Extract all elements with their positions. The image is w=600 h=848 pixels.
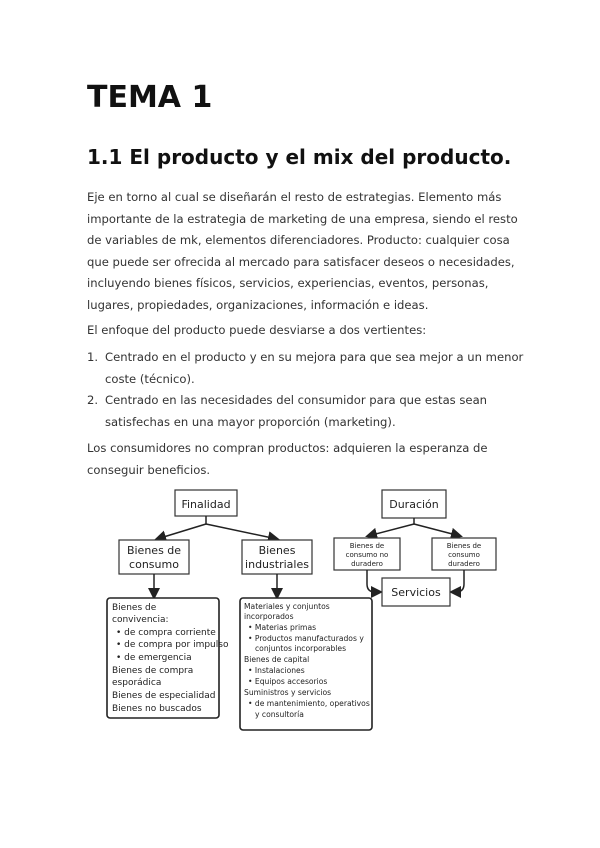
arrow-to-no-duradero	[368, 524, 414, 536]
industriales-line: conjuntos incorporables	[255, 644, 347, 653]
consumo-line: Bienes de especialidad	[112, 691, 216, 701]
bienes-industriales-line2: industriales	[245, 558, 309, 571]
duradero-line2: consumo	[448, 551, 480, 559]
no-duradero-line2: consumo no	[345, 551, 389, 559]
page-title: TEMA 1	[87, 80, 213, 115]
arrow-to-industriales	[206, 524, 277, 539]
list-item-number: 1.	[87, 350, 99, 364]
list-item-text: Centrado en las necesidades del consumidor para que estas sean satisfechas en una mayor proporción (marketing).	[105, 393, 488, 429]
list-item	[87, 347, 527, 390]
approach-list	[87, 347, 527, 433]
arrow-to-duradero	[414, 524, 460, 536]
consumo-line: • de compra corriente	[116, 628, 216, 638]
consumo-types-box	[107, 598, 229, 718]
duration-diagram	[330, 484, 500, 624]
duradero-node	[432, 538, 496, 570]
industriales-line: • Productos manufacturados y	[248, 634, 364, 643]
servicios-node	[382, 578, 450, 606]
consumo-line: convivencia:	[112, 615, 169, 625]
arrow-no-duradero-to-servicios	[367, 570, 380, 592]
list-item-text: Centrado en el producto y en su mejora para que sea mejor a un menor coste (técnico).	[105, 350, 524, 386]
list-item	[87, 390, 527, 433]
no-duradero-line1: Bienes de	[349, 542, 385, 550]
industriales-line: • Equipos accesorios	[248, 677, 328, 686]
list-item-number: 2.	[87, 393, 99, 407]
industriales-line: Materiales y conjuntos	[244, 602, 330, 611]
bienes-consumo-line1: Bienes de	[126, 544, 182, 557]
consumo-line: Bienes no buscados	[112, 704, 202, 714]
consumo-line: Bienes de compra	[112, 666, 194, 676]
industriales-line: y consultoría	[255, 710, 304, 719]
consumo-line: esporádica	[112, 678, 162, 688]
industriales-line: Bienes de capital	[244, 655, 310, 664]
bienes-industriales-node	[242, 540, 312, 574]
intro-paragraph: Eje en torno al cual se diseñarán el resto de estrategias. Elemento más importante de la estrategia de marketing de una empresa, siendo el resto de variables de mk, elementos diferenciadores. Producto: cualquier cosa que puede ser ofrecida al mercado para satisfacer deseos o necesidades, incluyendo bienes físicos, servicios, experiencias, eventos, personas, lugares, propiedades, organizaciones, información e ideas.	[87, 190, 518, 312]
industriales-line: • de mantenimiento, operativos	[248, 699, 370, 708]
no-duradero-node	[334, 538, 400, 570]
bienes-consumo-line2: consumo	[129, 558, 179, 571]
approach-paragraph: El enfoque del producto puede desviarse a dos vertientes:	[87, 323, 427, 337]
industriales-line: • Instalaciones	[248, 666, 305, 675]
industriales-line: • Materias primas	[248, 623, 317, 632]
servicios-label: Servicios	[391, 586, 441, 599]
duracion-node	[382, 490, 446, 518]
industriales-line: Suministros y servicios	[244, 688, 332, 697]
finalidad-label: Finalidad	[181, 498, 231, 511]
duracion-label: Duración	[389, 498, 439, 511]
consumo-line: • de compra por impulso	[116, 640, 229, 650]
benefits-paragraph: Los consumidores no compran productos: adquieren la esperanza de conseguir beneficios.	[87, 441, 488, 477]
duradero-line1: Bienes de	[446, 542, 482, 550]
arrow-duradero-to-servicios	[452, 570, 464, 592]
consumo-line: • de emergencia	[116, 653, 192, 663]
consumo-line: Bienes de	[112, 603, 157, 613]
arrow-to-consumo	[157, 524, 206, 539]
bienes-industriales-line1: Bienes	[258, 544, 296, 557]
finalidad-node	[175, 490, 237, 516]
section-title: 1.1 El producto y el mix del producto.	[87, 145, 512, 169]
duradero-line3: duradero	[448, 560, 480, 568]
bienes-consumo-node	[119, 540, 189, 574]
no-duradero-line3: duradero	[351, 560, 383, 568]
industriales-line: incorporados	[244, 612, 294, 621]
